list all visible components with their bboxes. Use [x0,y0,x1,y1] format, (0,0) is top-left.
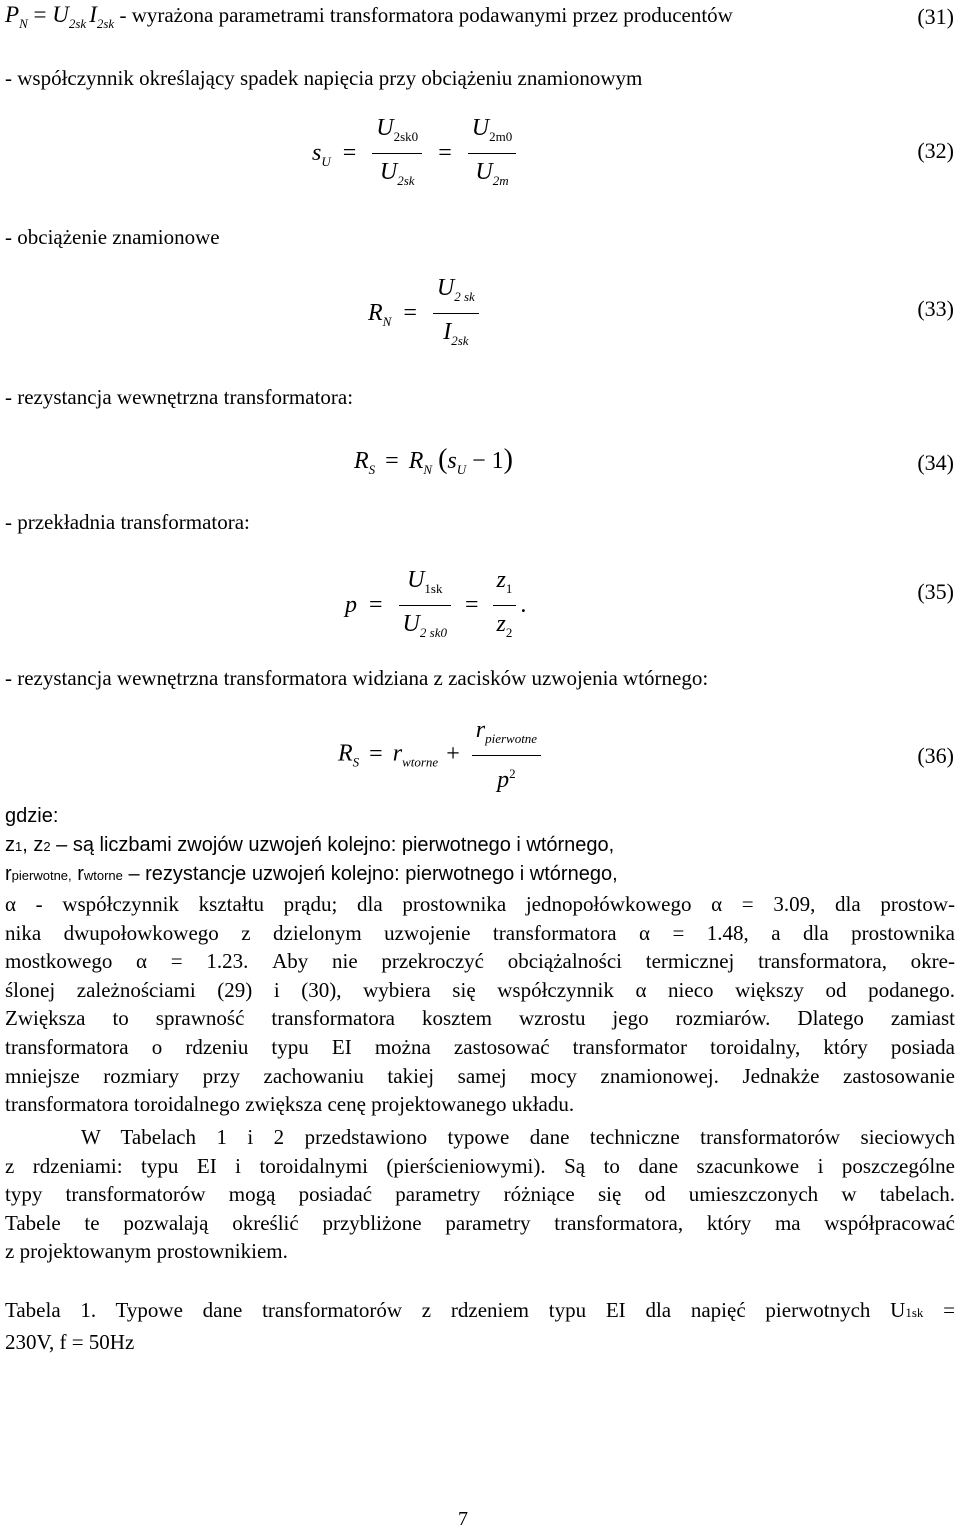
paragraph-line: mostkowego α = 1.23. Aby nie przekroczyć obciążalności termicznej transformatora, okre- [5,949,955,974]
denominator: U [402,611,420,637]
fraction [399,566,451,647]
subscript: pierwotne, [11,868,72,883]
denominator: I [443,319,452,345]
paragraph-line: Tabele te pozwalają określić przybliżone parametry transformatora, który ma współpracować [5,1210,955,1235]
subscript: 2sk0 [393,129,419,144]
subscript: 2m [492,173,509,188]
caption-text: = [923,1298,955,1322]
equation-number: (35) [917,579,954,604]
subscript: 1sk [424,581,443,596]
subscript: 2 sk0 [419,625,447,640]
definition-z [5,832,614,860]
definition-text: – rezystancje uzwojeń kolejno: pierwotnego i wtórnego, [122,863,618,885]
equation-36 [338,716,545,794]
fraction [468,114,516,195]
paragraph-tables [5,1123,955,1266]
subscript: S [352,754,360,770]
numerator: U [407,567,425,593]
subscript: S [368,462,376,477]
equation-32 [312,114,520,195]
subscript: 2sk [96,16,115,31]
equals-sign: = [385,448,399,474]
separator: , z [22,834,44,856]
symbol-p: p [345,592,357,619]
subscript: 2sk [68,16,87,31]
equals-sign: = [464,592,479,619]
text-line: - współczynnik określający spadek napięcia przy obciążeniu znamionowym [5,66,643,90]
denominator: z [496,611,506,637]
text-line: - obciążenie znamionowe [5,225,220,249]
denominator: p [497,767,510,793]
where-label: gdzie: [5,805,59,827]
minus-one: − 1 [466,448,504,474]
text-line: - rezystancja wewnętrzna transformatora widziana z zacisków uzwojenia wtórnego: [5,666,709,690]
numerator: U [436,275,455,301]
symbol-p: P [5,2,20,27]
paragraph-line: z rdzeniami: typu EI i toroidalnymi (pierścieniowymi). Są to dane szacunkowe i poszczególne [5,1153,955,1178]
paragraph-line: nika dwupołowkowego z dzielonym uzwojenie transformatora α = 1.48, a dla prostownika [5,920,955,945]
equals-sign: = [27,2,53,27]
subscript: 2m0 [489,129,513,144]
definition-r [5,861,618,889]
text-line: - przekładnia transformatora: [5,510,250,534]
equation-33 [368,274,483,355]
numerator: r [475,717,486,743]
formula-line-31 [5,2,733,37]
subscript: 1 [505,581,513,596]
fraction [433,274,479,355]
subscript: U [456,462,467,477]
equation-number: (31) [917,4,954,29]
caption-line [5,1296,955,1328]
symbol-r: r [392,740,403,767]
subscript: wtorne [402,754,439,770]
equals-sign: = [403,300,417,327]
superscript: 2 [509,766,516,781]
symbol-i: I [89,2,97,27]
plus-sign: + [446,740,460,767]
paragraph-line: Zwiększa to sprawność transformatora kosztem wzrostu jego rozmiarów. Dlatego zamiast [5,1006,955,1031]
paragraph-line: α - współczynnik kształtu prądu; dla prostownika jednopołówkowego α = 3.09, dla prostow- [5,892,955,916]
symbol-r: R [354,448,369,474]
symbol-r: R [338,740,353,767]
symbol-r: R [408,448,424,474]
line-text: - wyrażona parametrami transformatora podawanymi przez producentów [114,3,733,27]
denominator: U [475,159,493,185]
paragraph-line: typy transformatorów mogą posiadać parametry różniące się od umieszczonych w tabelach. [5,1182,955,1207]
paragraph-line: transformatora toroidalnego zwiększa cenę projektowanego układu. [5,1092,575,1117]
denominator: U [379,159,398,185]
parenthesis: ( [438,444,448,475]
symbol-r: r [71,863,84,885]
numerator: U [471,115,490,141]
paragraph-line: transformatora o rdzeniu typu EI można zastosować transformator toroidalny, który posiada [5,1034,955,1059]
equation-35 [345,566,526,647]
subscript: pierwotne [485,731,538,746]
symbol-r: r [5,863,12,885]
symbol-u: U [52,2,69,27]
subscript: U [321,154,331,170]
symbol-z: z [5,834,15,856]
numerator: U [376,115,394,141]
subscript: 2sk [397,173,415,188]
subscript: N [382,314,392,330]
subscript: 2sk [451,333,469,348]
parenthesis: ) [503,444,513,475]
subscript: 1sk [905,1305,924,1320]
subscript: N [423,462,433,477]
symbol-s: s [447,448,457,474]
text-line: - rezystancja wewnętrzna transformatora: [5,385,354,409]
fraction [372,114,422,195]
equals-sign: = [438,140,452,167]
paragraph-line: z projektowanym prostownikiem. [5,1239,288,1264]
subscript: 2 [505,625,513,640]
equals-sign: = [369,740,383,767]
equation-number: (36) [917,743,954,768]
fraction [472,716,541,794]
equation-number: (33) [917,296,954,321]
fraction [493,566,517,647]
paragraph-line: mniejsze rozmiary przy zachowaniu takiej samej mocy znamionowej. Jednakże zastosowanie [5,1063,955,1088]
symbol-r: R [368,300,383,327]
page-number: 7 [458,1508,468,1530]
caption-text: Tabela 1. Typowe dane transformatorów z rdzeniem typu EI dla napięć pierwotnych U [5,1298,906,1322]
paragraph-line: W Tabelach 1 i 2 przedstawiono typowe dane techniczne transformatorów sieciowych [81,1125,955,1149]
caption-line: 230V, f = 50Hz [5,1329,135,1354]
definition-text: – są liczbami zwojów uzwojeń kolejno: pierwotnego i wtórnego, [50,834,615,856]
subscript: 1 [15,839,23,854]
period: . [520,592,527,619]
subscript: 2 [43,839,51,854]
equals-sign: = [369,592,383,619]
equals-sign: = [342,140,357,167]
symbol-s: s [312,140,322,167]
table-caption [5,1296,955,1356]
paragraph-line: ślonej zależnościami (29) i (30), wybiera się współczynnik α nieco większy od podanego. [5,977,955,1002]
subscript: wtorne [83,868,123,883]
paragraph-alpha [5,890,955,1119]
equation-number: (32) [917,138,954,163]
subscript: N [19,16,28,31]
equation-34 [354,446,513,484]
numerator: z [496,567,506,593]
equation-number: (34) [917,450,954,475]
subscript: 2 sk [454,289,475,304]
